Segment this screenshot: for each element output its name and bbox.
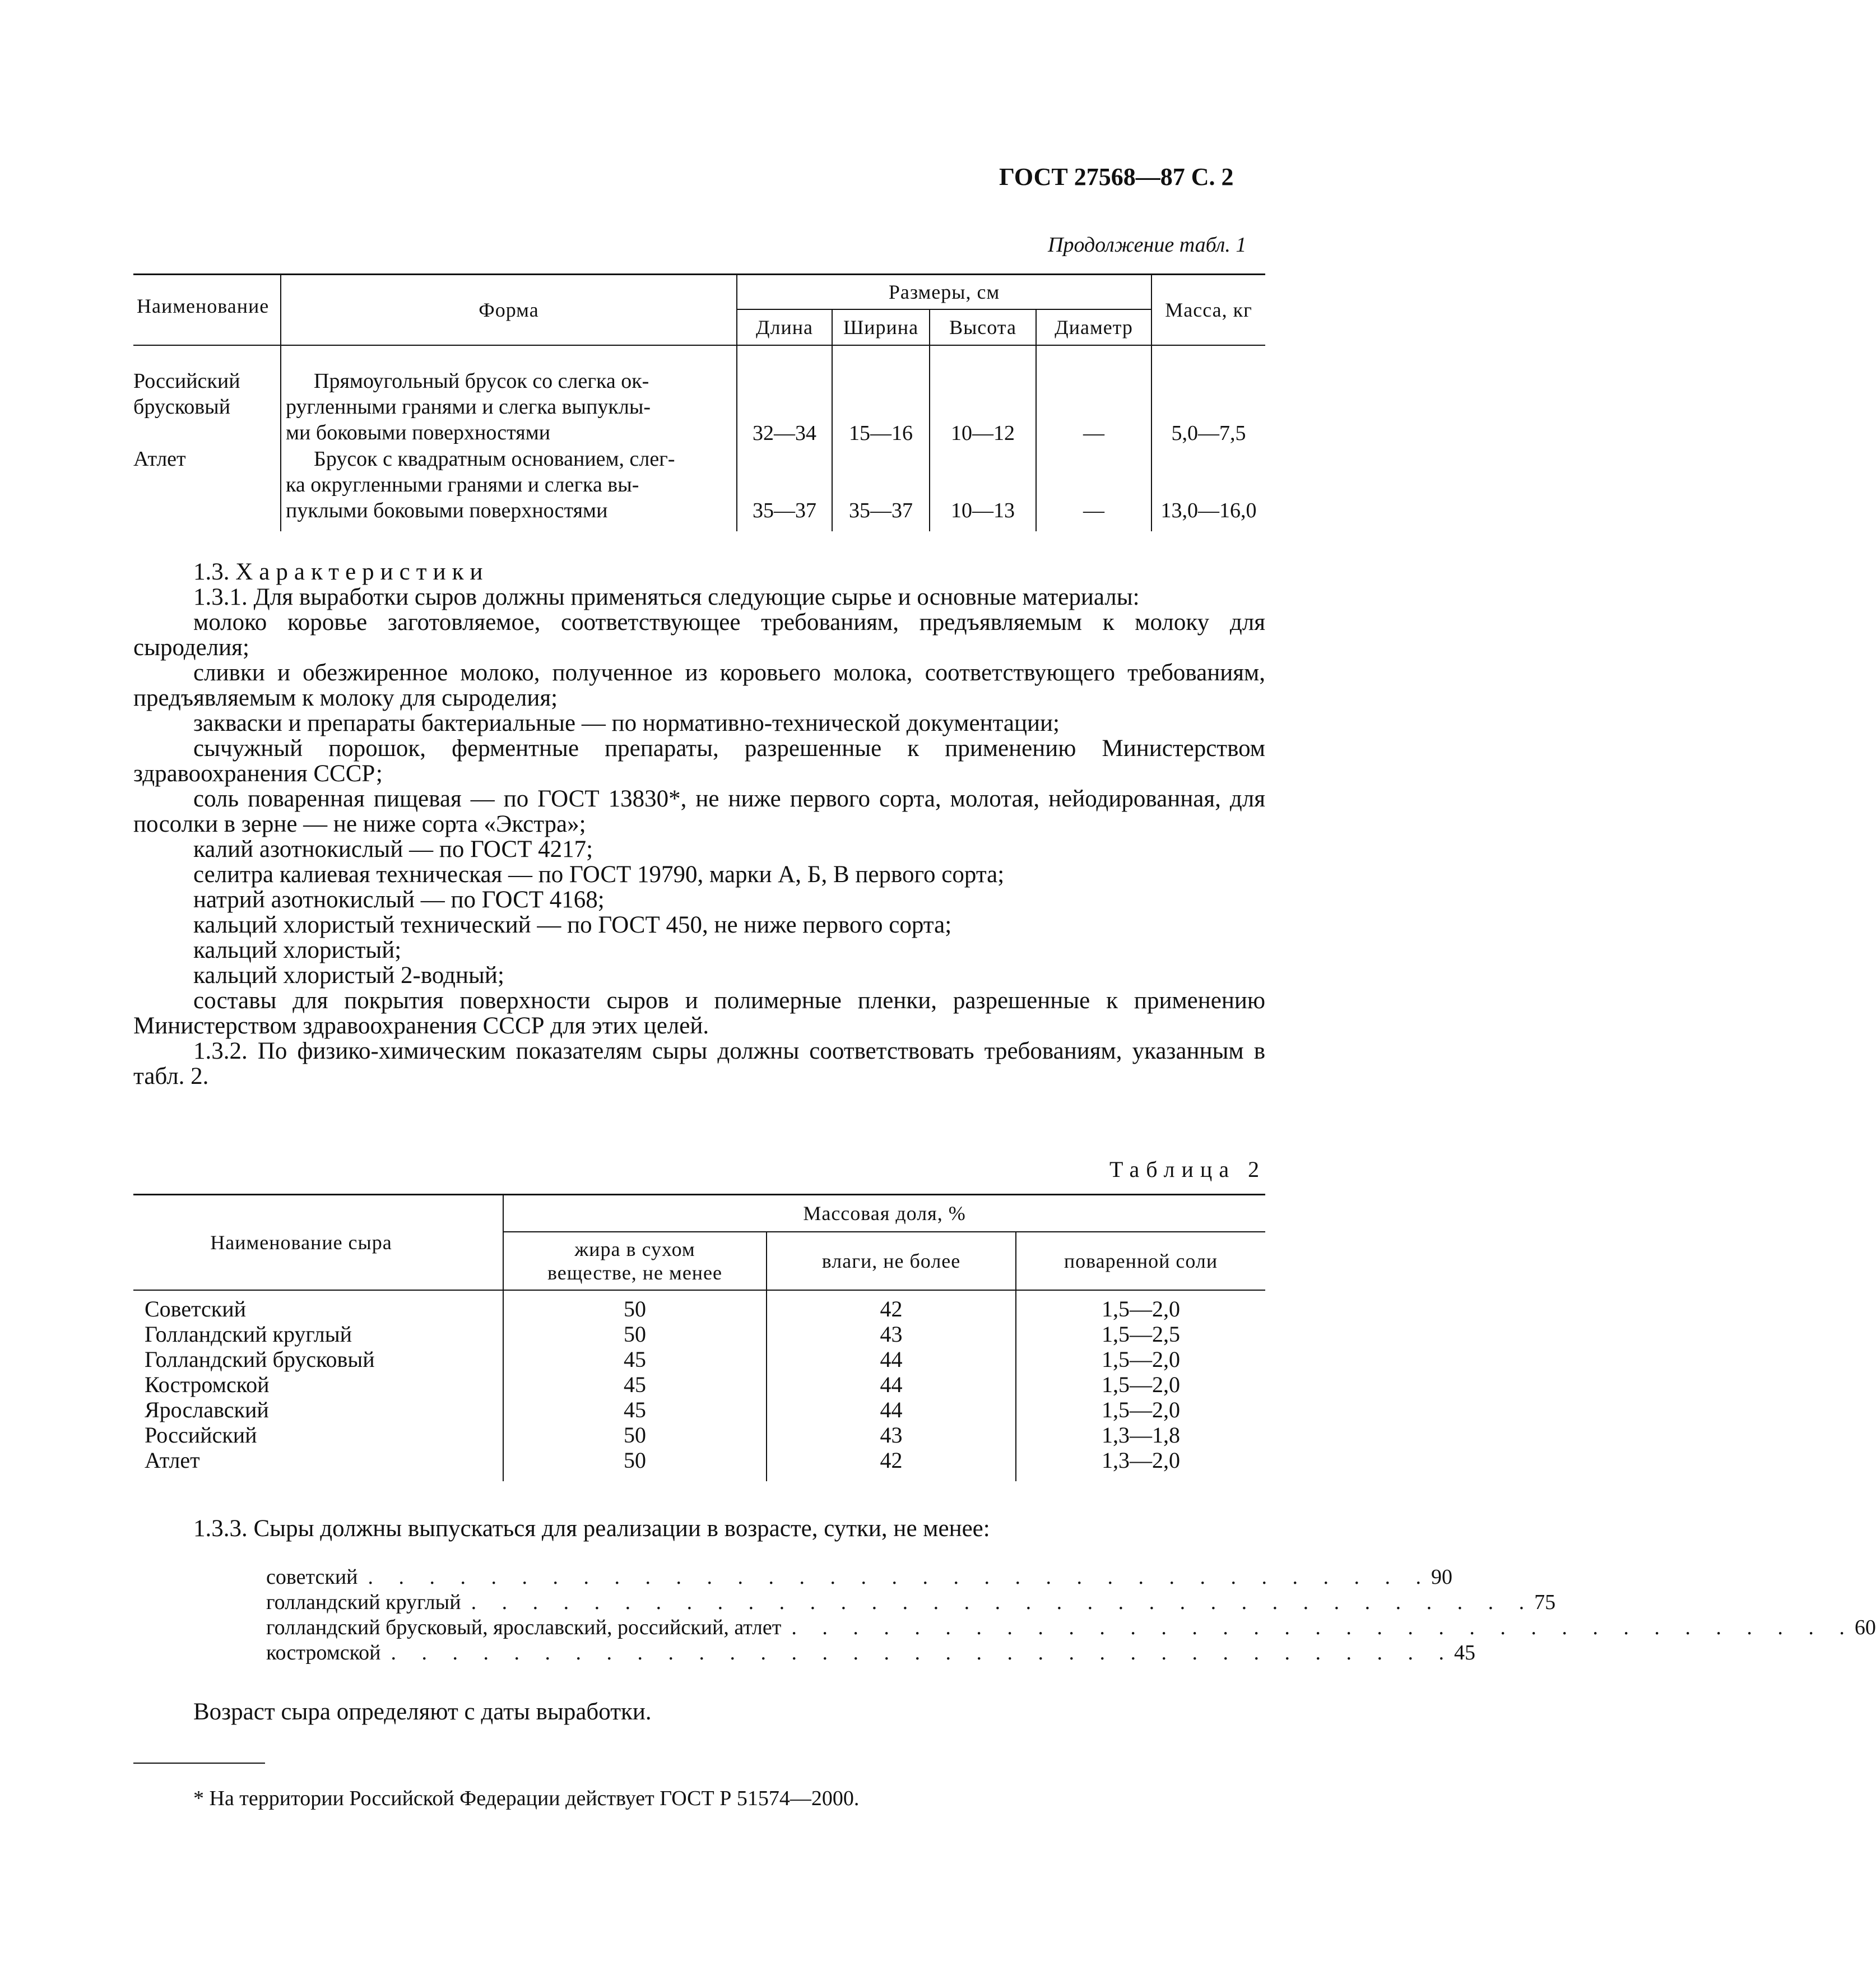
salt-value: 1,5—2,5 <box>1016 1322 1265 1347</box>
moisture-value: 43 <box>767 1322 1016 1347</box>
list-item: кальций хлористый; <box>193 937 402 963</box>
list-item <box>266 1615 1876 1640</box>
list-item <box>266 1640 1475 1666</box>
cheese-name: Российский брусковый <box>133 369 240 419</box>
header-length: Длина <box>737 309 832 345</box>
footnote-divider <box>133 1763 265 1764</box>
cheese-name: Российский <box>145 1422 257 1448</box>
header-height: Высота <box>930 309 1036 345</box>
list-item: натрий азотнокислый — по ГОСТ 4168; <box>193 887 605 913</box>
moisture-value: 42 <box>767 1290 1016 1322</box>
width-value: 35—37 <box>832 446 930 531</box>
height-value: 10—13 <box>930 446 1036 531</box>
cheese-form: Брусок с квадратным основанием, слег- ка округленными гранями и слегка вы- пуклыми боковыми поверхностями <box>281 446 737 531</box>
age-value: 90 <box>1431 1565 1453 1589</box>
leader-dots: . . . . . . . . . . . . . . . . . . . . . . . . . . . . . . . . . . . <box>791 1616 1855 1639</box>
cheese-name: Атлет <box>133 447 186 471</box>
list-item: молоко коровье заготовляемое, соответствующее требованиям, предъявляемым к молоку для сыроделия; <box>133 609 1265 661</box>
fat-value: 45 <box>503 1372 767 1397</box>
diameter-value: — <box>1036 345 1151 446</box>
list-item: кальций хлористый технический — по ГОСТ 450, не ниже первого сорта; <box>193 912 952 938</box>
header-diameter: Диаметр <box>1036 309 1151 345</box>
header-salt: поваренной соли <box>1016 1232 1265 1290</box>
height-value: 10—12 <box>930 345 1036 446</box>
moisture-value: 44 <box>767 1347 1016 1372</box>
table2-label: Таблица 2 <box>1109 1157 1266 1182</box>
paragraph: 1.3.2. По физико-химическим показателям сыры должны соответствовать требованиям, указанным в табл. 2. <box>133 1038 1265 1089</box>
header-width: Ширина <box>832 309 930 345</box>
header-sizes: Размеры, см <box>737 275 1151 309</box>
fat-value: 50 <box>503 1322 767 1347</box>
table-continuation-label: Продолжение табл. 1 <box>1048 233 1247 257</box>
moisture-value: 43 <box>767 1422 1016 1448</box>
cheese-name: голландский брусковый, ярославский, российский, атлет <box>266 1616 782 1639</box>
table-row <box>133 345 1265 446</box>
header-form: Форма <box>281 275 737 345</box>
leader-dots: . . . . . . . . . . . . . . . . . . . . . . . . . . . . . . . . . . . <box>471 1591 1535 1614</box>
leader-dots: . . . . . . . . . . . . . . . . . . . . . . . . . . . . . . . . . . . <box>391 1641 1454 1664</box>
width-value: 15—16 <box>832 345 930 446</box>
list-item: кальций хлористый 2-водный; <box>193 962 504 989</box>
cheese-name: костромской <box>266 1641 381 1664</box>
salt-value: 1,3—2,0 <box>1016 1448 1265 1481</box>
mass-value: 5,0—7,5 <box>1151 345 1265 446</box>
header-fat: жира в сухом веществе, не менее <box>503 1232 767 1290</box>
section-heading: 1.3. Характеристики <box>193 559 489 585</box>
list-item: сычужный порошок, ферментные препараты, разрешенные к применению Министерством здравоохранения СССР; <box>133 735 1265 787</box>
age-value: 60 <box>1854 1616 1876 1639</box>
table-row <box>133 1347 1265 1372</box>
table-row <box>133 1322 1265 1347</box>
cheese-name: Голландский круглый <box>145 1321 352 1347</box>
list-item: калий азотнокислый — по ГОСТ 4217; <box>193 836 593 863</box>
cheese-name: Атлет <box>145 1447 200 1473</box>
list-item: закваски и препараты бактериальные — по нормативно-технической документации; <box>193 710 1060 736</box>
leader-dots: . . . . . . . . . . . . . . . . . . . . . . . . . . . . . . . . . . . <box>368 1565 1432 1589</box>
fat-value: 50 <box>503 1422 767 1448</box>
moisture-value: 44 <box>767 1372 1016 1397</box>
moisture-value: 44 <box>767 1397 1016 1422</box>
fat-value: 45 <box>503 1347 767 1372</box>
section-body <box>133 559 1265 1089</box>
cheese-name: Костромской <box>145 1371 270 1397</box>
header-cheese-name: Наименование сыра <box>133 1195 503 1290</box>
cheese-name: голландский круглый <box>266 1591 461 1614</box>
salt-value: 1,5—2,0 <box>1016 1347 1265 1372</box>
table-row <box>133 1422 1265 1448</box>
cheese-name: Ярославский <box>145 1397 269 1422</box>
salt-value: 1,3—1,8 <box>1016 1422 1265 1448</box>
header-mass-fraction: Массовая доля, % <box>503 1195 1265 1232</box>
age-list <box>266 1565 1876 1666</box>
list-item <box>266 1590 1556 1615</box>
header-name: Наименование <box>133 275 281 345</box>
salt-value: 1,5—2,0 <box>1016 1372 1265 1397</box>
table-row <box>133 1448 1265 1481</box>
cheese-forms-table <box>133 273 1265 531</box>
length-value: 35—37 <box>737 446 832 531</box>
table-row <box>133 1397 1265 1422</box>
list-item: сливки и обезжиренное молоко, полученное из коровьего молока, соответствующего требованиям, предъявляемым к молоку для сыроделия; <box>133 660 1265 711</box>
header-moisture: влаги, не более <box>767 1232 1016 1290</box>
salt-value: 1,5—2,0 <box>1016 1397 1265 1422</box>
footnote: * На территории Российской Федерации действует ГОСТ Р 51574—2000. <box>193 1787 860 1810</box>
cheese-form: Прямоугольный брусок со слегка ок- ругленными гранями и слегка выпуклы- ми боковыми поверхностями <box>281 345 737 446</box>
paragraph: 1.3.1. Для выработки сыров должны применяться следующие сырье и основные материалы: <box>193 584 1140 610</box>
salt-value: 1,5—2,0 <box>1016 1290 1265 1322</box>
physchem-table <box>133 1194 1265 1481</box>
cheese-name: Голландский брусковый <box>145 1346 375 1372</box>
document-header: ГОСТ 27568—87 С. 2 <box>999 163 1234 191</box>
age-value: 45 <box>1454 1641 1475 1664</box>
mass-value: 13,0—16,0 <box>1151 446 1265 531</box>
list-item <box>266 1565 1453 1590</box>
cheese-name: Советский <box>145 1296 247 1322</box>
age-value: 75 <box>1534 1591 1556 1614</box>
length-value: 32—34 <box>737 345 832 446</box>
diameter-value: — <box>1036 446 1151 531</box>
fat-value: 50 <box>503 1290 767 1322</box>
moisture-value: 42 <box>767 1448 1016 1481</box>
cheese-name: советский <box>266 1565 358 1589</box>
table-row <box>133 1372 1265 1397</box>
table-row <box>133 1290 1265 1322</box>
list-item: селитра калиевая техническая — по ГОСТ 19790, марки А, Б, В первого сорта; <box>193 861 1005 888</box>
list-item: составы для покрытия поверхности сыров и полимерные пленки, разрешенные к применению Министерством здравоохранения СССР для этих целей. <box>133 987 1265 1039</box>
header-mass: Масса, кг <box>1151 275 1265 345</box>
table-row <box>133 446 1265 531</box>
age-note: Возраст сыра определяют с даты выработки. <box>193 1699 652 1725</box>
fat-value: 45 <box>503 1397 767 1422</box>
age-heading: 1.3.3. Сыры должны выпускаться для реализации в возрасте, сутки, не менее: <box>193 1515 990 1542</box>
list-item: соль поваренная пищевая — по ГОСТ 13830*, не ниже первого сорта, молотая, нейодированная, для посолки в зерне — не ниже сорта «Экстра»; <box>133 786 1265 837</box>
fat-value: 50 <box>503 1448 767 1481</box>
